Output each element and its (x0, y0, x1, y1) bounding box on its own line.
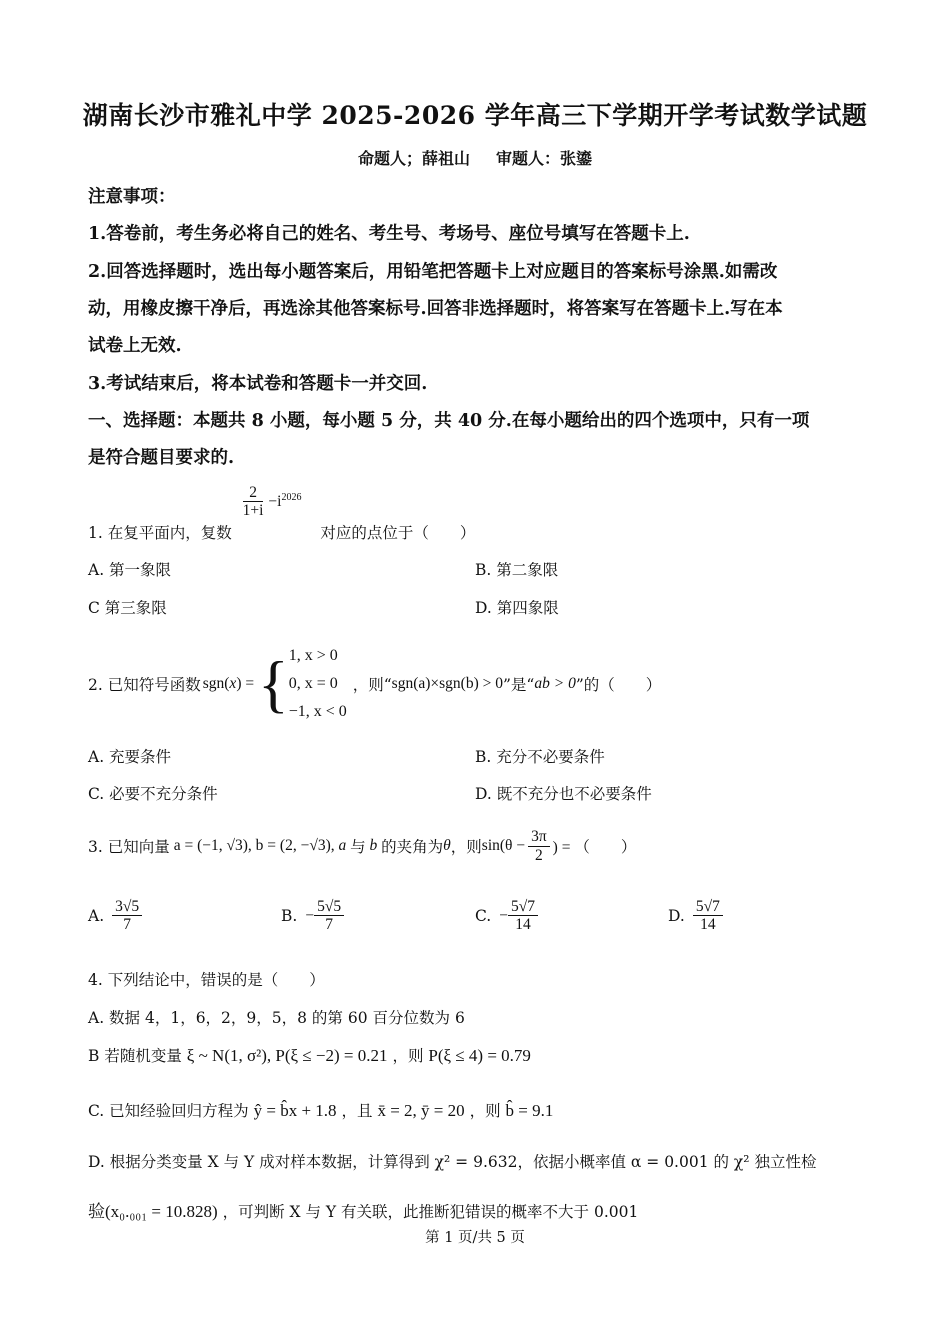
q3-vector-a: a = (−1, √3) (173, 837, 248, 854)
q4-d-math: 验(x₀.₀₀₁ = 10.828) (88, 1202, 218, 1221)
q3-option-d (668, 898, 723, 933)
q3-d-fraction (693, 898, 723, 933)
q3-option-b: B. − $\frac{5√5}{7}$ (281, 898, 344, 933)
q4-c-math-2: x̄ = 2, ȳ = 20 (377, 1101, 465, 1120)
q3-c-den: 14 (515, 916, 531, 934)
q3-suffix: ) = （ ） (552, 839, 637, 856)
q3-c-num: 5√7 (508, 898, 538, 916)
q3-mid: 与 (350, 838, 366, 856)
q4-option-b (88, 1044, 531, 1066)
q3-option-c: C. − $\frac{5√7}{14}$ (475, 898, 538, 933)
q2-sgn-x: sgn(x) = (202, 675, 258, 692)
q3-c-fraction (508, 898, 538, 933)
q1-option-c: C 第三象限 (88, 599, 167, 617)
q2-option-a: A. 充要条件 (88, 748, 172, 766)
q2-cases (289, 642, 347, 726)
q2-case-1: 1, x > 0 (288, 647, 338, 664)
q1-prefix: 1. 在复平面内，复数 (88, 523, 232, 542)
page-footer: 第 1 页/共 5 页 (425, 1230, 525, 1246)
q4-b-mid: ，则 (392, 1047, 424, 1065)
q3-frac-num: 3π (528, 828, 550, 846)
q2-option-d: D. 既不充分也不必要条件 (475, 785, 652, 803)
q3-b-den: 7 (325, 916, 333, 934)
q3-a-label: A. (88, 906, 105, 925)
q4-c-mid: ，且 (341, 1102, 373, 1120)
q3-sin-expr: sin(θ − (481, 837, 526, 854)
q1-option-a: A. 第一象限 (88, 561, 172, 579)
q3-fraction (528, 828, 550, 863)
q2-condition-2: ab > 0 (534, 675, 576, 692)
q4-option-d-line-2 (88, 1197, 638, 1222)
q1-frac-den: 1+i (242, 502, 264, 520)
q4-d-line-2-text: ，可判断 X 与 Y 有关联，此推断犯错误的概率不大于 0.001 (222, 1203, 639, 1221)
notice-item-2-line-1: 2.回答选择题时，选出每小题答案后，用铅笔把答题卡上对应题目的答案标号涂黑.如需改 (88, 262, 778, 282)
question-1 (88, 484, 476, 542)
q2-mid: ，则“ (352, 676, 392, 694)
q2-condition-1: sgn(a)×sgn(b) > 0 (391, 675, 503, 692)
q1-option-d: D. 第四象限 (475, 599, 559, 617)
question-2 (88, 642, 661, 726)
authors-line (0, 146, 950, 169)
q3-d-num: 5√7 (693, 898, 723, 916)
q3-frac-den: 2 (535, 846, 543, 864)
q4-c-math-3: b̂ = 9.1 (505, 1101, 554, 1120)
q4-b-math-2: P(ξ ≤ 4) = 0.79 (428, 1046, 531, 1065)
q4-stem: 4. 下列结论中，错误的是（ ） (88, 971, 325, 989)
q4-option-d-line-1: D. 根据分类变量 X 与 Y 成对样本数据，计算得到 χ² = 9.632，依据小概率值 α = 0.001 的 χ² 独立性检 (88, 1153, 817, 1171)
q4-c-prefix: C. 已知经验回归方程为 (88, 1102, 249, 1120)
q3-a-num: 3√5 (112, 898, 142, 916)
q1-power (268, 493, 301, 510)
notice-item-3: 3.考试结束后，将本试卷和答题卡一并交回. (88, 374, 428, 394)
q3-vector-b: b = (2, −√3) (255, 837, 331, 854)
q4-option-c (88, 1099, 553, 1121)
section-heading-line-2: 是符合题目要求的. (88, 448, 235, 468)
q2-option-c: C. 必要不充分条件 (88, 785, 218, 803)
q2-option-b: B. 充分不必要条件 (475, 748, 605, 766)
section-heading-line-1: 一、选择题：本题共 8 小题，每小题 5 分，共 40 分.在每小题给出的四个选项中，只有一项 (88, 411, 810, 431)
q2-suffix: ”的（ ） (575, 676, 662, 694)
q3-prefix: 3. 已知向量 (88, 838, 170, 856)
q1-fraction (243, 484, 264, 519)
q1-power-base: −i (268, 492, 282, 510)
notice-item-1: 1.答卷前，考生务必将自己的姓名、考生号、考场号、座位号填写在答题卡上. (88, 224, 690, 244)
q2-case-3: −1, x < 0 (288, 703, 347, 720)
q3-a-den: 7 (123, 916, 131, 934)
notice-heading: 注意事项： (88, 187, 176, 207)
q3-theta: θ (443, 837, 451, 854)
q3-a-fraction (112, 898, 142, 933)
q3-d-label: D. (668, 906, 685, 925)
notice-item-2-line-2: 动，用橡皮擦干净后，再选涂其他答案标号.回答非选择题时，将答案写在答题卡上.写在本 (88, 299, 783, 319)
q4-b-math-1: ξ ~ N(1, σ²), P(ξ ≤ −2) = 0.21 (186, 1046, 388, 1065)
q3-mid3: ，则 (450, 838, 482, 856)
setter: 命题人；薛祖山 (357, 149, 470, 168)
q3-option-a (88, 898, 142, 933)
paper-title: 湖南长沙市雅礼中学 2025-2026 学年高三下学期开学考试数学试题 (82, 101, 868, 130)
q3-c-label: C. (475, 906, 492, 925)
q4-b-prefix: B 若随机变量 (88, 1047, 182, 1065)
q3-mid2: 的夹角为 (381, 838, 444, 856)
notice-item-2-line-3: 试卷上无效. (88, 336, 182, 356)
q1-suffix: 对应的点位于（ ） (320, 523, 476, 542)
reviewer: 审题人：张鎏 (496, 149, 593, 168)
q2-mid2: ”是“ (503, 676, 535, 694)
q3-d-den: 14 (700, 916, 716, 934)
q3-b-fraction (314, 898, 344, 933)
q1-exponent: 2026 (281, 491, 302, 503)
q4-c-math-1: ŷ = b̂x + 1.8 (253, 1101, 337, 1120)
q1-frac-num: 2 (243, 484, 264, 502)
q3-b-num: 5√5 (314, 898, 344, 916)
q4-option-a: A. 数据 4，1，6，2，9，5，8 的第 60 百分位数为 6 (88, 1009, 465, 1027)
q1-option-b: B. 第二象限 (475, 561, 559, 579)
question-3: 3. 已知向量 a = (−1, √3) , b = (2, −√3) , a 与 b 的夹角为 θ ，则 sin(θ − $\frac{3\pi}{2}$ ) = （ ） (88, 828, 637, 864)
q3-b-label: B. (281, 906, 298, 925)
q2-prefix: 2. 已知符号函数 (88, 676, 201, 694)
q2-case-2: 0, x = 0 (288, 675, 338, 692)
q4-c-mid2: ，则 (469, 1102, 501, 1120)
q2-brace: { (257, 648, 289, 719)
